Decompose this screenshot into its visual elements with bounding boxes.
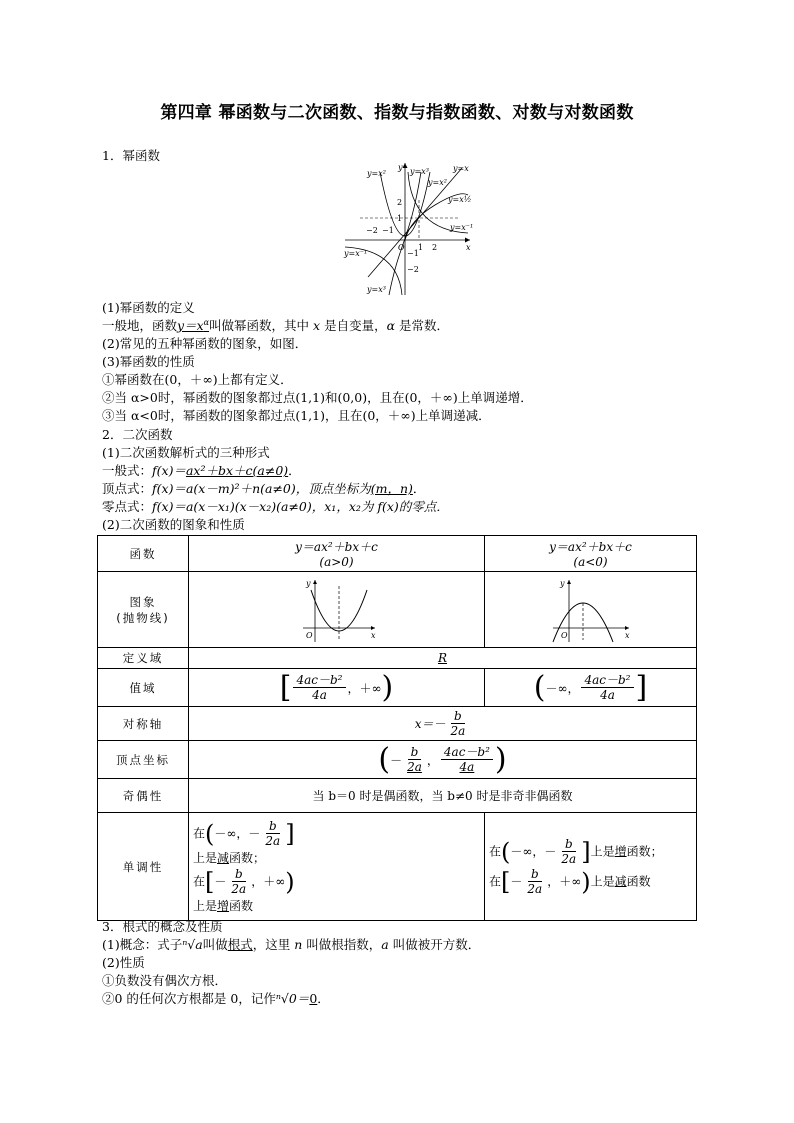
table-row-domain [98, 648, 697, 669]
range-downward: (－∞， $\frac{\text{4ac－b²}}{4a}$ ] [485, 669, 697, 707]
fig-x-arrow [465, 238, 470, 243]
fig-origin: O [398, 243, 405, 252]
table-row-parity [98, 779, 697, 813]
fig-label-x3-top: y=x³ [410, 167, 429, 176]
down-origin-label: O [560, 630, 568, 640]
s1-p3: (2)常见的五种幂函数的图象，如图． [102, 336, 308, 351]
s3-p1: (1)概念：式子ⁿ√a叫做根式，这里 n 叫做根指数，a 叫做被开方数． [102, 937, 481, 952]
fig-tick-ym2: −2 [407, 265, 419, 274]
fig-label-x2: y=x² [367, 169, 386, 178]
parity-label: 奇偶性 [98, 779, 189, 813]
s2-p1: (1)二次函数解析式的三种形式 [102, 445, 270, 460]
parabola-up-graph [295, 576, 379, 644]
s2-vertex-form: 顶点式：f(x)＝a(x－m)²＋n(a≠0)，顶点坐标为(m，n)． [102, 481, 426, 496]
mono-label: 单调性 [98, 813, 189, 921]
down-y-arrow [567, 580, 571, 584]
mono-downward: 在(－∞，－ $\frac{b}{2a}$ ]上是增函数； 在[－ $\frac{b}{2a}$ ，＋∞)上是减函数 [485, 813, 697, 921]
s3-p4: ②0 的任何次方根都是 0，记作ⁿ√0＝0． [102, 991, 330, 1006]
curve-y-x [368, 168, 462, 277]
parity-value: 当 b＝0 时是偶函数，当 b≠0 时是非奇非偶函数 [189, 779, 697, 813]
vertex-value: (－ $\frac{b}{2a}$ ， $\frac{\text{4ac－b²}}{4a}$ ) [189, 741, 697, 779]
s1-p2: 一般地，函数$y=x^\alpha$叫做幂函数，其中 x 是自变量，α 是常数． [102, 317, 450, 333]
section-1-heading: 1．幂函数 [102, 148, 160, 163]
header-col1: y＝ax²＋bx＋c (a>0) [189, 536, 485, 572]
s1-p5: ①幂函数在(0，＋∞)上都有定义． [102, 372, 293, 387]
table-row-axis [98, 707, 697, 741]
domain-label: 定义域 [98, 648, 189, 669]
fig-axis-y-label: y [398, 163, 403, 172]
section-3-heading: 3．根式的概念及性质 [102, 919, 223, 934]
s1-p4: (3)幂函数的性质 [102, 354, 195, 369]
s1-p6: ②当 α>0时，幂函数的图象都过点(1,1)和(0,0)，且在(0，＋∞)上单调递增． [102, 390, 533, 405]
page-title: 第四章 幂函数与二次函数、指数与指数函数、对数与对数函数 [160, 103, 634, 123]
graph-upward [189, 572, 485, 648]
s1-p1: (1)幂函数的定义 [102, 300, 195, 315]
table-row-graph [98, 572, 697, 648]
graph-downward [485, 572, 697, 648]
table-row-header [98, 536, 697, 572]
fig-axis-x-label: x [466, 243, 471, 252]
s2-general-form: 一般式：f(x)＝ax²＋bx＋c(a≠0)． [102, 463, 301, 478]
fig-tick-ym1: −1 [407, 249, 419, 258]
fig-label-x: y=x [453, 164, 469, 173]
fig-tick-x1: 1 [418, 243, 424, 252]
up-x-arrow [371, 626, 375, 630]
table-row-vertex [98, 741, 697, 779]
parabola-down-graph [549, 576, 633, 644]
fig-tick-xm2: −2 [366, 226, 378, 235]
down-y-label: y [559, 578, 565, 588]
fig-tick-xm1: −1 [382, 226, 394, 235]
quadratic-properties-table [97, 535, 697, 921]
down-x-arrow [625, 626, 629, 630]
fig-label-inv-left: y=x⁻¹ [344, 249, 368, 258]
s3-p2: (2)性质 [102, 955, 145, 970]
fig-y-arrow [403, 163, 408, 168]
header-col2: y＝ax²＋bx＋c (a<0) [485, 536, 697, 572]
down-x-label: x [624, 630, 630, 640]
domain-value: R [189, 648, 697, 669]
table-row-range [98, 669, 697, 707]
fig-label-sqrt: y=x½ [448, 195, 472, 204]
s3-p3: ①负数没有偶次方根． [102, 973, 228, 988]
mono-upward: 在(－∞，－ $\frac{b}{2a}$ ] 上是减函数； 在[－ $\frac{b}{2a}$ ，＋∞) 上是增函数 [189, 813, 485, 921]
axis-label: 对称轴 [98, 707, 189, 741]
up-y-arrow [313, 580, 317, 584]
fig-label-x2b: y=x² [428, 178, 447, 187]
s2-zero-form: 零点式：f(x)＝a(x－x₁)(x－x₂)(a≠0)，x₁，x₂为 f(x)的零点． [102, 499, 449, 514]
fig-tick-x2: 2 [432, 243, 438, 252]
power-functions-figure [340, 160, 480, 296]
section-2-heading: 2．二次函数 [102, 427, 173, 442]
vertex-label: 顶点坐标 [98, 741, 189, 779]
up-x-label: x [370, 630, 376, 640]
table-row-monotonicity [98, 813, 697, 921]
range-upward: [ $\frac{\text{4ac－b²}}{4a}$ ，＋∞) [189, 669, 485, 707]
up-y-label: y [305, 578, 311, 588]
s1-p7: ③当 α<0时，幂函数的图象都过点(1,1)，且在(0，＋∞)上单调递减． [102, 408, 491, 423]
fig-label-inv: y=x⁻¹ [450, 223, 474, 232]
fig-tick-y1: 1 [397, 214, 403, 223]
axis-value: x＝－ $\frac{b}{2a}$ [189, 707, 697, 741]
fig-label-x3-bottom: y=x³ [367, 285, 386, 294]
s2-p2: (2)二次函数的图象和性质 [102, 517, 245, 532]
fig-tick-y2: 2 [397, 198, 403, 207]
range-label: 值域 [98, 669, 189, 707]
up-origin-label: O [305, 630, 313, 640]
graph-label: 图象 (抛物线) [98, 572, 189, 648]
header-label: 函数 [98, 536, 189, 572]
